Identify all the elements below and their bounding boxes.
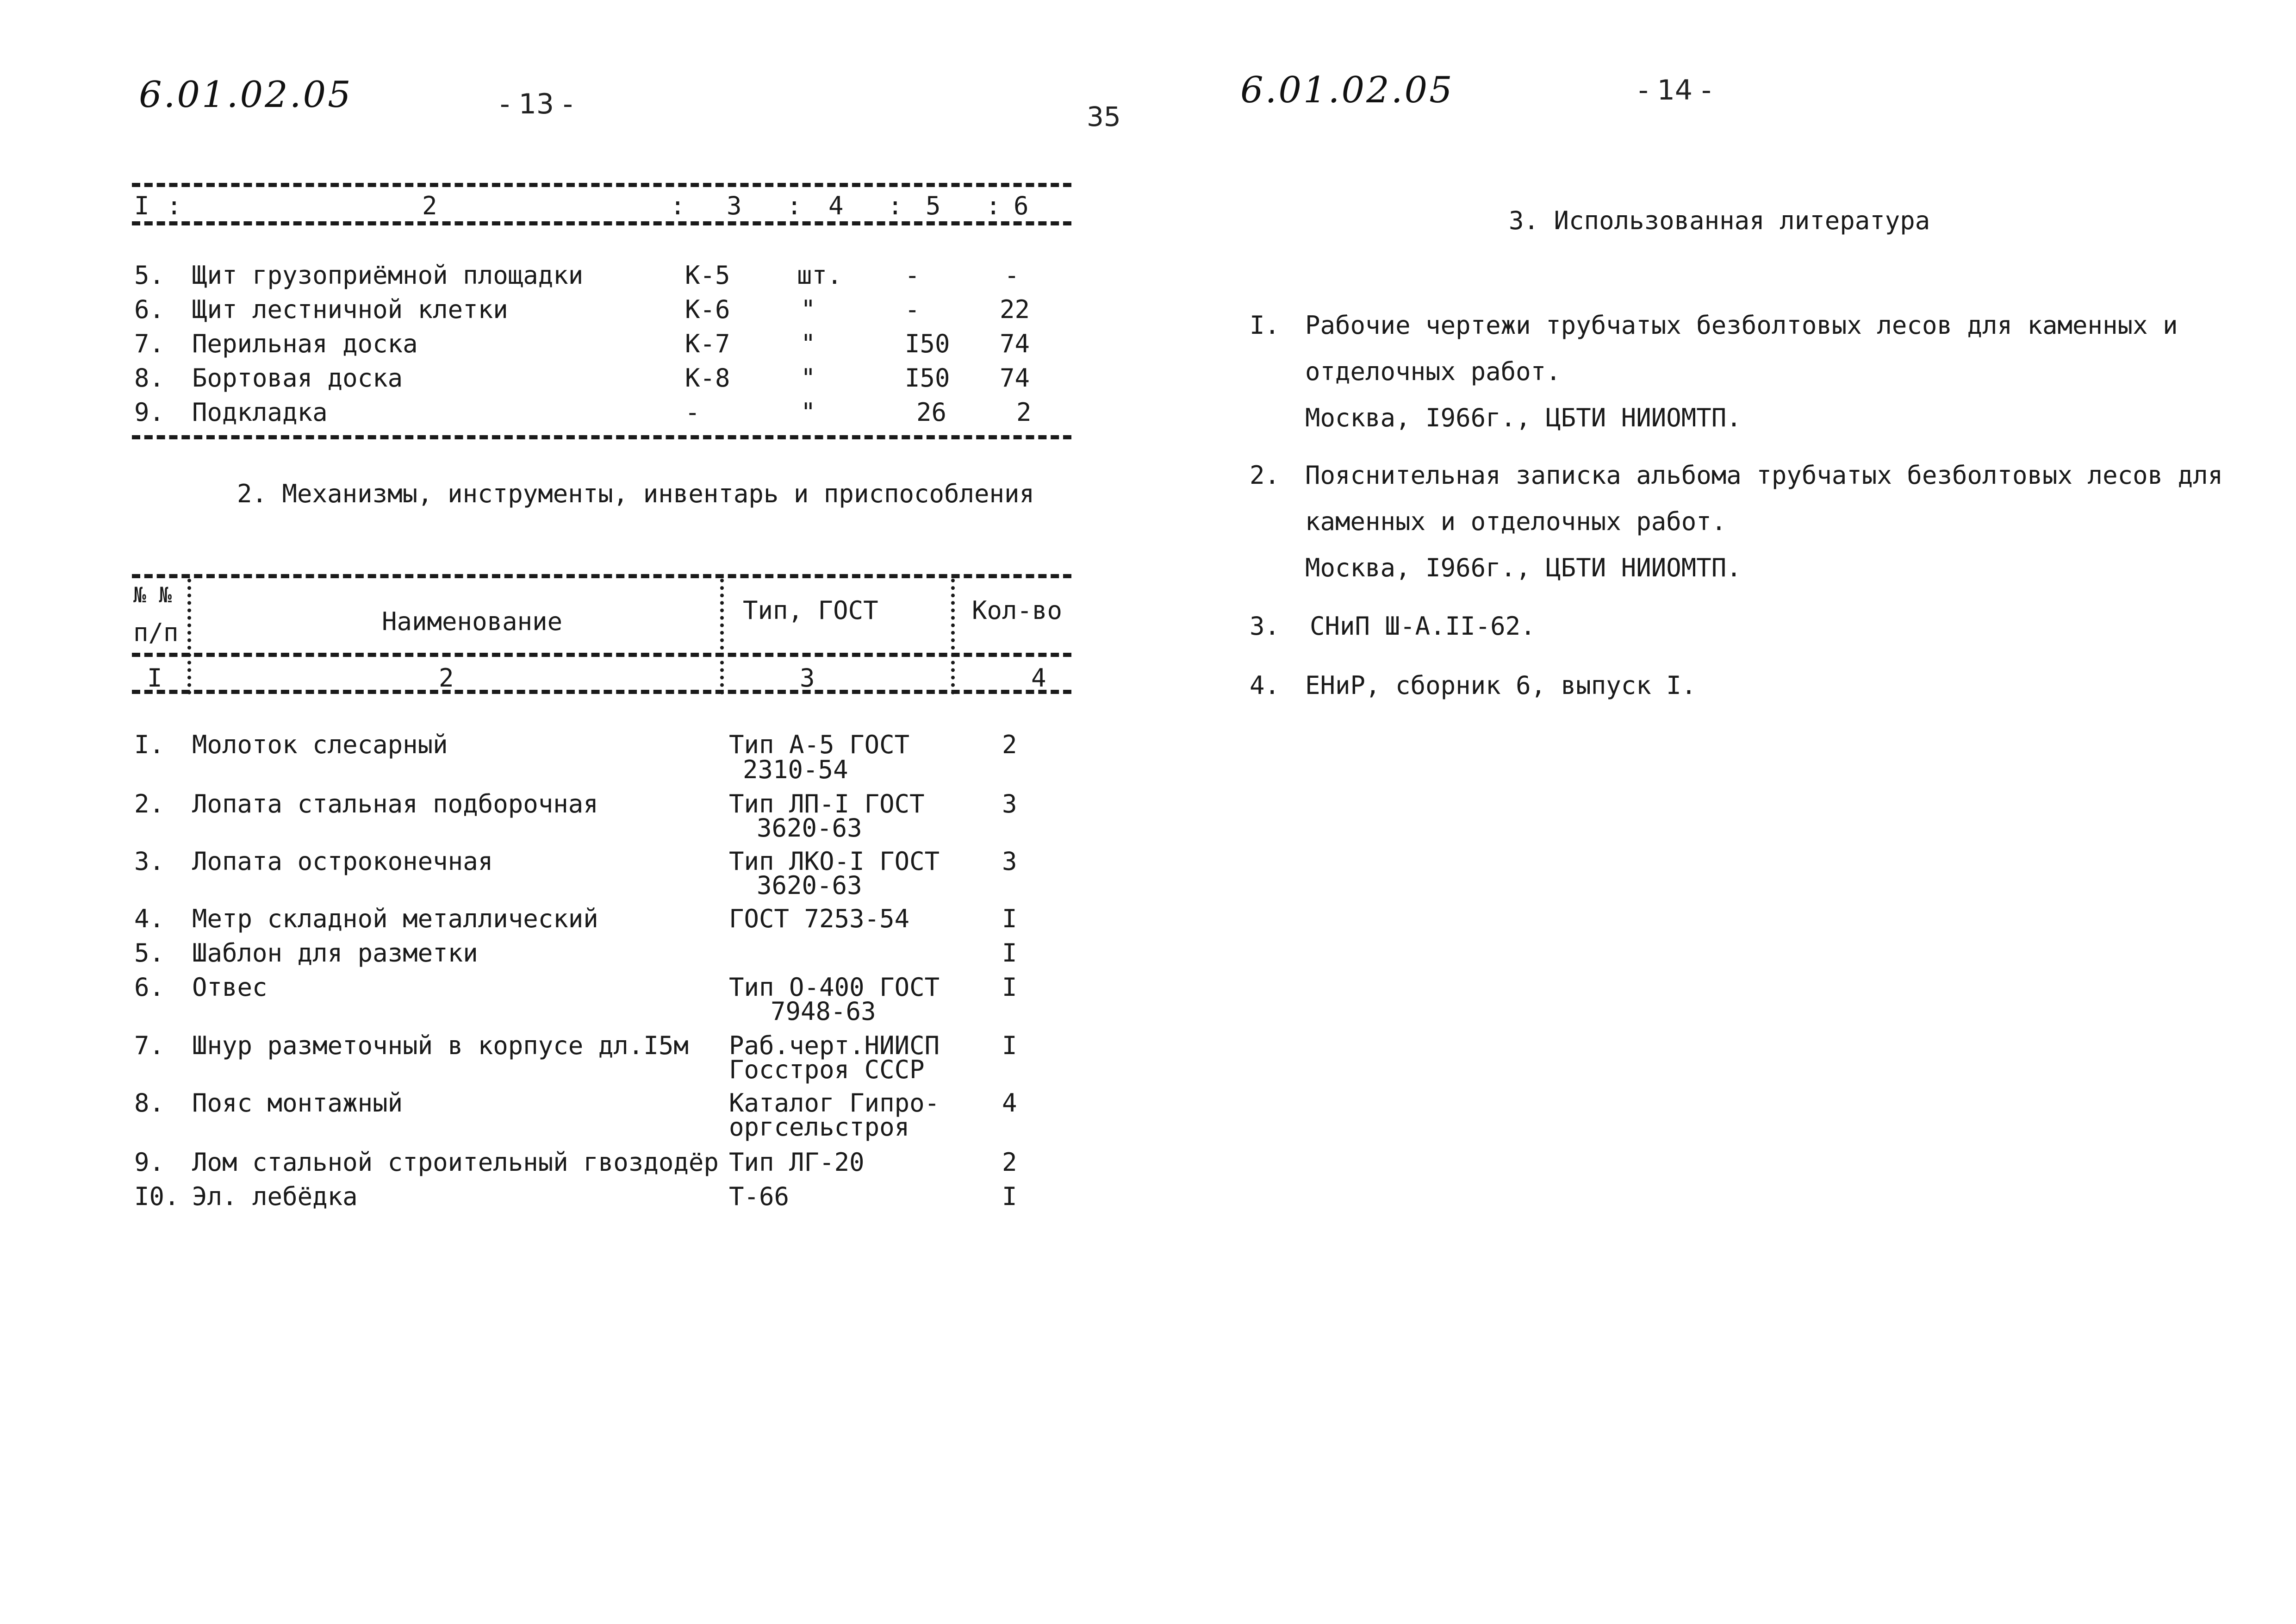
row-type-2: 3620-63	[757, 871, 862, 900]
row-name: Шаблон для разметки	[192, 938, 478, 968]
row-c6: 2	[1016, 398, 1032, 427]
table1-col-6: 6	[1014, 191, 1029, 220]
row-name: Шнур разметочный в корпусе дл.I5м	[192, 1031, 689, 1060]
row-num: 9.	[134, 1148, 165, 1177]
row-type-1: Тип О-400 ГОСТ	[729, 973, 940, 1002]
row-unit: "	[801, 329, 816, 358]
row-qty: I	[1002, 1031, 1017, 1060]
table2-index-3: 3	[800, 663, 815, 693]
row-num: 7.	[134, 1031, 165, 1060]
row-mark: К-5	[685, 261, 730, 290]
row-name: Молоток слесарный	[192, 730, 448, 759]
table1-col-3: 3	[727, 191, 742, 220]
ref-line-2: отделочных работ.	[1305, 357, 1561, 386]
table1-sep: :	[986, 191, 1001, 220]
row-c6: 74	[1000, 329, 1030, 358]
row-type-2: Госстроя СССР	[729, 1055, 925, 1084]
ref-line-1: Рабочие чертежи трубчатых безболтовых лесов для каменных и	[1305, 311, 2178, 340]
table2-num-label-2: п/п	[133, 618, 179, 647]
row-num: 9.	[134, 398, 165, 427]
table2-top-rule	[132, 574, 1071, 578]
ref-line-1: СНиП Ш-А.II-62.	[1310, 612, 1536, 641]
table2-index-2: 2	[439, 663, 454, 693]
row-type-2: оргсельстроя	[729, 1112, 910, 1142]
row-c6: -	[1004, 261, 1020, 290]
section2-title: 2. Механизмы, инструменты, инвентарь и приспособления	[237, 479, 1035, 508]
row-type-1: Каталог Гипро-	[729, 1088, 940, 1118]
row-c6: 22	[1000, 295, 1030, 324]
row-unit: "	[801, 398, 816, 427]
row-qty: I	[1002, 938, 1017, 968]
table2-type-label: Тип, ГОСТ	[743, 596, 878, 625]
row-unit: шт.	[797, 261, 842, 290]
table1-col-4: 4	[828, 191, 844, 220]
ref-num: I.	[1250, 311, 1280, 340]
table1-sep: :	[888, 191, 903, 220]
table1-sep: :	[167, 191, 182, 220]
row-c5: -	[905, 261, 920, 290]
row-c6: 74	[1000, 363, 1030, 393]
row-qty: I	[1002, 973, 1017, 1002]
row-type-1: Тип А-5 ГОСТ	[729, 730, 910, 759]
row-qty: 3	[1002, 789, 1017, 818]
table2-vrule	[951, 579, 955, 694]
table2-index-rule	[132, 690, 1071, 694]
table1-col-5: 5	[926, 191, 941, 220]
row-c5: -	[905, 295, 920, 324]
row-num: 4.	[134, 904, 165, 933]
left-page-marker: - 13 -	[500, 88, 573, 120]
table1-col-2: 2	[422, 191, 437, 220]
row-type-2: 2310-54	[743, 755, 848, 784]
row-name: Щит лестничной клетки	[192, 295, 508, 324]
row-num: I.	[134, 730, 165, 759]
row-name: Метр складной металлический	[192, 904, 598, 933]
ref-num: 3.	[1250, 612, 1280, 641]
ref-num: 4.	[1250, 671, 1280, 700]
ref-line-3: Москва, I966г., ЦБТИ НИИОМТП.	[1305, 403, 1742, 432]
row-qty: 4	[1002, 1088, 1017, 1118]
row-name: Пояс монтажный	[192, 1088, 403, 1118]
table2-vrule	[720, 579, 724, 694]
row-type-1: Т-66	[729, 1182, 790, 1211]
table2-num-label-1: № №	[133, 582, 172, 607]
row-mark: К-7	[685, 329, 730, 358]
row-unit: "	[801, 363, 816, 393]
row-num: 6.	[134, 973, 165, 1002]
row-name: Лопата остроконечная	[192, 847, 493, 876]
table2-vrule	[187, 579, 191, 694]
row-name: Перильная доска	[192, 329, 418, 358]
row-qty: I	[1002, 904, 1017, 933]
row-qty: 2	[1002, 730, 1017, 759]
row-mark: К-6	[685, 295, 730, 324]
row-num: 5.	[134, 261, 165, 290]
ref-line-1: Пояснительная записка альбома трубчатых безболтовых лесов для	[1305, 461, 2223, 490]
row-c5: I50	[905, 329, 950, 358]
row-type-2: 3620-63	[757, 813, 862, 843]
table2-index-1: I	[147, 663, 162, 693]
row-c5: I50	[905, 363, 950, 393]
table1-sep: :	[670, 191, 685, 220]
table2-header-rule	[132, 653, 1071, 657]
table1-col-1: I	[134, 191, 149, 220]
table2-qty-label: Кол-во	[972, 596, 1063, 625]
row-type-1: ГОСТ 7253-54	[729, 904, 910, 933]
right-page-marker: - 14 -	[1638, 74, 1711, 106]
row-name: Лом стальной строительный гвоздодёр	[192, 1148, 719, 1177]
ref-num: 2.	[1250, 461, 1280, 490]
row-type-1: Тип ЛП-I ГОСТ	[729, 789, 925, 818]
row-num: 8.	[134, 363, 165, 393]
table1-header-rule	[132, 221, 1071, 225]
row-c5: 26	[916, 398, 947, 427]
row-type-1: Тип ЛКО-I ГОСТ	[729, 847, 940, 876]
ref-line-3: Москва, I966г., ЦБТИ НИИОМТП.	[1305, 553, 1742, 582]
section3-title: 3. Использованная литература	[1509, 206, 1930, 235]
table1-bottom-rule	[132, 435, 1071, 439]
right-doc-code: 6.01.02.05	[1240, 69, 1454, 111]
row-name: Бортовая доска	[192, 363, 403, 393]
row-type-2: 7948-63	[771, 997, 876, 1026]
sheet-number: 35	[1087, 101, 1121, 132]
row-mark: К-8	[685, 363, 730, 393]
table1-top-rule	[132, 183, 1071, 187]
row-name: Подкладка	[192, 398, 328, 427]
table1-sep: :	[787, 191, 802, 220]
row-num: I0.	[134, 1182, 180, 1211]
ref-line-2: каменных и отделочных работ.	[1305, 507, 1727, 536]
row-type-1: Тип ЛГ-20	[729, 1148, 865, 1177]
row-num: 7.	[134, 329, 165, 358]
left-doc-code: 6.01.02.05	[139, 74, 353, 116]
row-unit: "	[801, 295, 816, 324]
ref-line-1: ЕНиР, сборник 6, выпуск I.	[1305, 671, 1697, 700]
row-name: Эл. лебёдка	[192, 1182, 358, 1211]
row-name: Лопата стальная подборочная	[192, 789, 598, 818]
row-qty: I	[1002, 1182, 1017, 1211]
row-qty: 2	[1002, 1148, 1017, 1177]
row-num: 5.	[134, 938, 165, 968]
row-mark: -	[685, 398, 700, 427]
row-num: 3.	[134, 847, 165, 876]
row-num: 8.	[134, 1088, 165, 1118]
row-qty: 3	[1002, 847, 1017, 876]
row-num: 2.	[134, 789, 165, 818]
row-num: 6.	[134, 295, 165, 324]
table2-name-label: Наименование	[382, 607, 563, 636]
row-name: Отвес	[192, 973, 268, 1002]
row-name: Щит грузоприёмной площадки	[192, 261, 584, 290]
row-type-1: Раб.черт.НИИСП	[729, 1031, 940, 1060]
table2-index-4: 4	[1031, 663, 1046, 693]
